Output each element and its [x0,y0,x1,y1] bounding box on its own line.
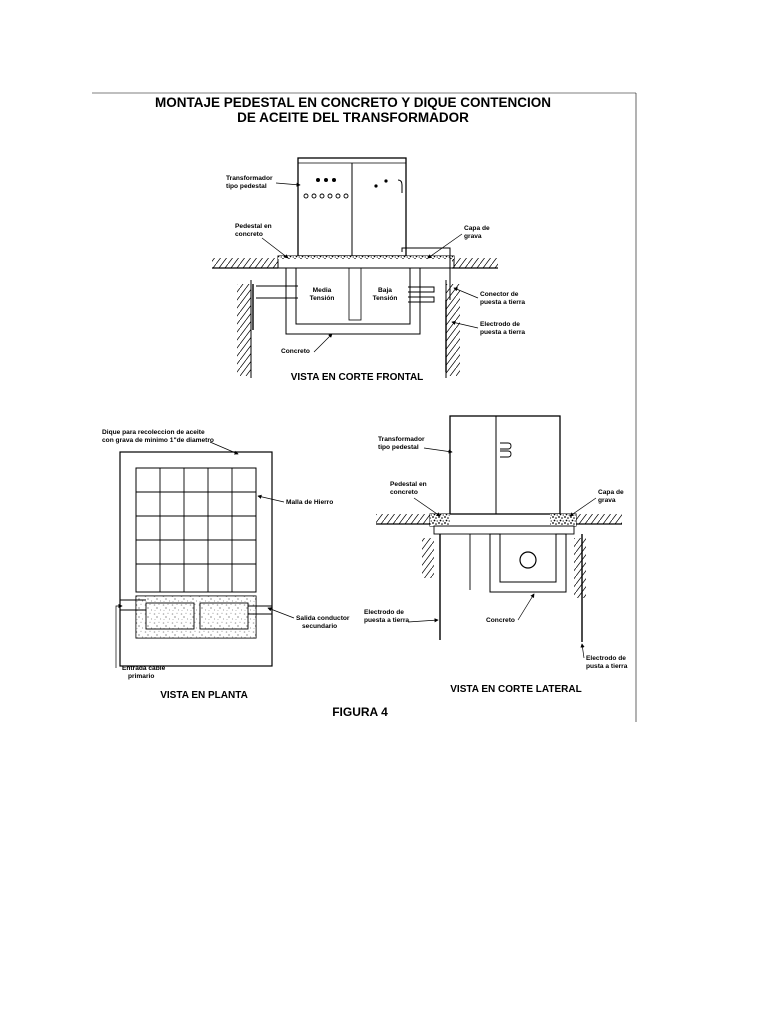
plan-caption: VISTA EN PLANTA [160,690,248,701]
plan-label-dique: Dique para recoleccion de aceite con grava de minimo 1"de diametro [102,429,214,444]
frontal-label-capa: Capa de grava [464,225,490,240]
lateral-label-electrodo-left: Electrodo de puesta a tierra [364,609,410,624]
lateral-concrete-pit [490,534,566,592]
frontal-label-conector: Conector de puesta a tierra [480,291,526,306]
lateral-label-transformador: Transformador tipo pedestal [378,436,425,451]
frontal-concrete-box [286,268,420,334]
lateral-caption: VISTA EN CORTE LATERAL [450,684,582,695]
plan-label-entrada: Entrada cable primario [122,665,166,680]
lateral-transformer [450,416,560,514]
title-line-2: DE ACEITE DEL TRANSFORMADOR [237,110,469,125]
frontal-section-view [212,158,525,383]
lateral-label-capa: Capa de grava [598,489,624,504]
lateral-conduit [520,552,536,568]
plan-view [102,429,350,701]
frontal-label-pedestal: Pedestal en concreto [235,223,272,238]
plan-label-salida: Salida conductor secundario [296,615,350,630]
frontal-caption: VISTA EN CORTE FRONTAL [290,372,424,383]
plan-label-malla: Malla de Hierro [286,499,334,506]
frontal-label-transformador: Transformador tipo pedestal [226,175,273,190]
lateral-section-view [364,416,628,695]
frontal-label-concreto: Concreto [281,348,310,355]
figure-label: FIGURA 4 [332,705,388,719]
title-line-1: MONTAJE PEDESTAL EN CONCRETO Y DIQUE CONTENCION [154,95,552,110]
lateral-label-pedestal: Pedestal en concreto [390,481,427,496]
lateral-label-electrodo-right: Electrodo de pusta a tierra [586,655,628,670]
frontal-label-media: Media Tensión [309,287,335,302]
frontal-label-baja: Baja Tensión [372,287,398,302]
lateral-label-concreto: Concreto [486,617,515,624]
frontal-label-electrodo: Electrodo de puesta a tierra [480,321,526,336]
